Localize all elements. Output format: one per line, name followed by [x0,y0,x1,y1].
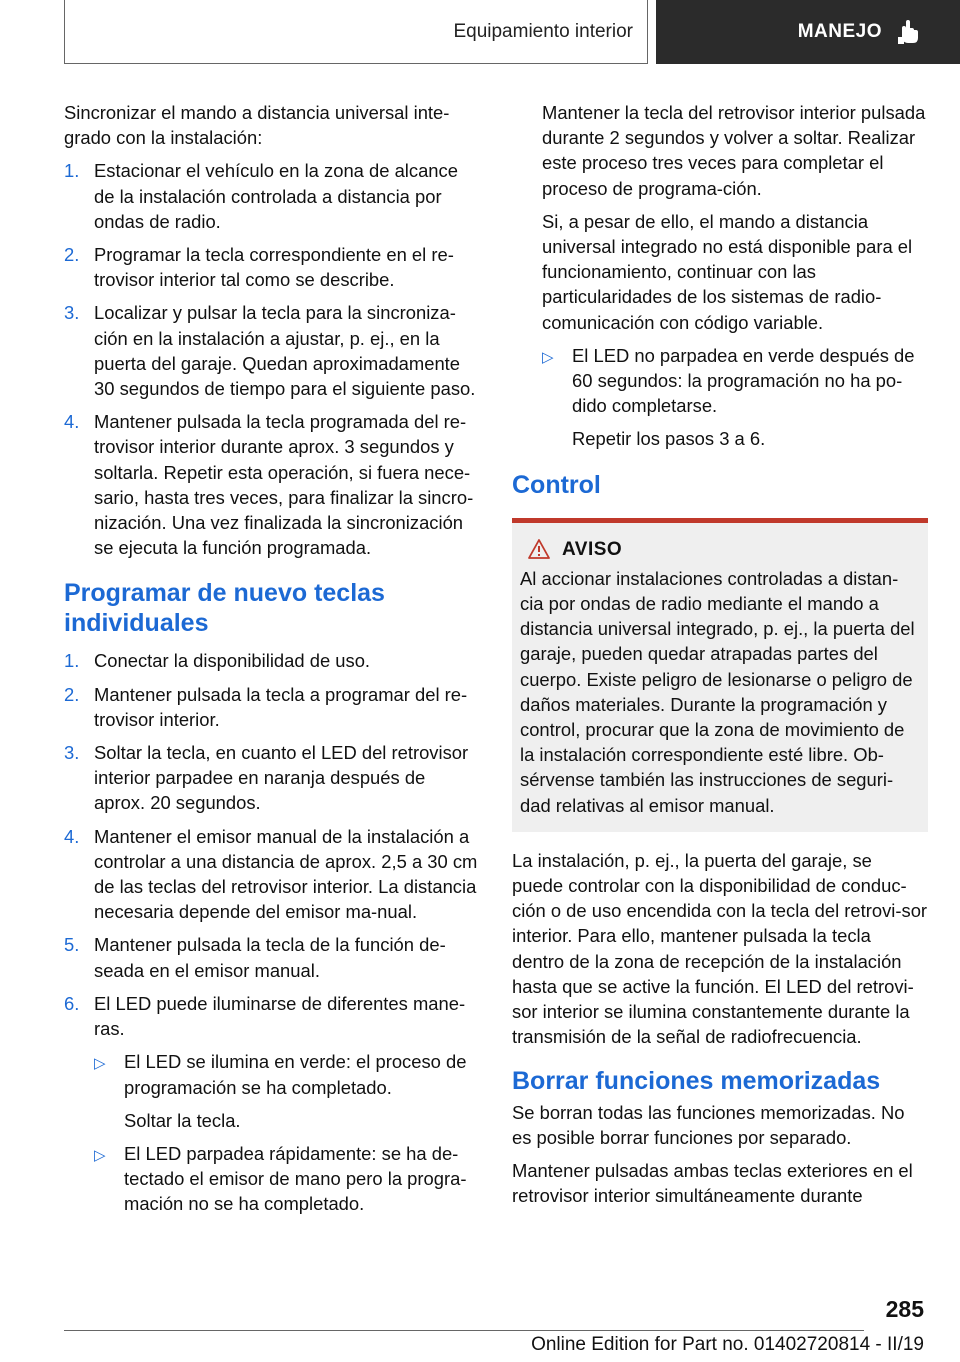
step-number: 4. [64,825,80,847]
control-text: La instalación, p. ej., la puerta del garaje, se puede controlar con la disponibilidad de conduc-ción o de uso encendida con la tecla del retrovi-sor interior. Para ello, mantener pulsada la tecla dentro de la zona de recepción de la instalación hasta que se active la función. El LED del retrovi-sor interior se ilumina constantemente durante la transmisión de la señal de radiofrecuencia. [512,849,928,1048]
left-column [64,100,478,1225]
bullet-text: El LED no parpadea en verde después de 60 segundos: la programación no ha po-dido completarse. [572,344,915,417]
list-item [64,824,478,925]
header-chapter-tab [656,0,960,64]
step-number: 1. [64,160,80,182]
borrar-text-2: Mantener pulsadas ambas teclas exteriores en el retrovisor interior simultáneamente durante [512,1159,913,1207]
list-item [64,991,478,1217]
list-item [64,740,478,816]
heading-borrar: Borrar funciones memorizadas [512,1066,881,1095]
step-text: Soltar la tecla, en cuanto el LED del retrovisor interior parpadee en naranja después de aprox. 20 segundos. [94,742,469,814]
footer-divider [64,1330,864,1331]
right-column [512,100,928,1216]
page-number: 285 [885,1296,924,1322]
warning-text: Al accionar instalaciones controladas a distan-cia por ondas de radio mediante el mando a distancia universal integrado, p. ej., la puerta del garaje, pueden quedar atrapadas partes del cuerpo. Existe peligro de lesionarse o peligro de daños materiales. Durante la programación y control, procurar que la zona de movimiento de la instalación correspondiente esté libre. Ob-sérvense también las instrucciones de seguri-dad relativas al emisor manual. [520,567,915,816]
bullet-followup: Soltar la tecla. [124,1109,241,1131]
led-bullets-cont [542,343,928,452]
list-item [64,682,478,732]
warning-title: AVISO [562,538,623,560]
step-text: Mantener el emisor manual de la instalación a controlar a una distancia de aprox. 2,5 a 30 cm de las teclas del retrovisor interior. La distancia necesaria depende del emisor ma-nual. [94,825,478,923]
step-text: Mantener pulsada la tecla de la función de-seada en el emisor manual. [94,934,446,981]
footer-edition: Online Edition for Part no. 01402720814 - II/19 [531,1334,924,1355]
triangle-bullet-icon: ▷ [542,348,554,366]
triangle-bullet-icon: ▷ [94,1055,106,1073]
list-item [64,300,478,401]
step-number: 4. [64,411,80,433]
step-number: 3. [64,742,80,764]
warning-triangle-icon [528,539,550,559]
reprogram-steps-list [64,648,478,1216]
borrar-text-1: Se borran todas las funciones memorizadas. No es posible borrar funciones por separado. [512,1101,905,1148]
step-number: 6. [64,992,80,1014]
continued-text-1: Mantener la tecla del retrovisor interior pulsada durante 2 segundos y volver a soltar. Realizar este proceso tres veces para completar el proceso de programa-ción. [542,102,926,199]
led-bullets [94,1049,478,1216]
list-item [64,158,478,234]
bullet-followup: Repetir los pasos 3 a 6. [572,428,766,450]
bullet-text: El LED se ilumina en verde: el proceso de programación se ha completado. [124,1051,467,1098]
bullet-text: El LED parpadea rápidamente: se ha de-tectado el emisor de mano pero la progra-mación no se ha completado. [124,1142,467,1215]
step-number: 2. [64,683,80,705]
list-item [94,1049,478,1133]
warning-header [520,537,920,562]
step-number: 1. [64,650,80,672]
step-text: Estacionar el vehículo en la zona de alcance de la instalación controlada a distancia por ondas de radio. [94,160,458,232]
list-item [94,1141,478,1217]
step-text: Programar la tecla correspondiente en el re-trovisor interior tal como se describe. [94,244,454,291]
intro-text: Sincronizar el mando a distancia universal inte-grado con la instalación: [64,102,450,149]
warning-box [512,518,928,832]
header-chapter-title: MANEJO [797,21,882,42]
step-number: 3. [64,302,80,324]
list-item [64,932,478,982]
list-item [542,343,928,452]
heading-control: Control [512,470,601,499]
step-text: Localizar y pulsar la tecla para la sincroniza-ción en la instalación a ajustar, p. ej., en la puerta del garaje. Quedan aproximadamente 30 segundos de tiempo para el siguiente paso. [94,302,476,400]
car-hand-icon [896,19,922,45]
step-text: Mantener pulsada la tecla a programar del re-trovisor interior. [94,683,468,730]
continued-block [512,100,928,452]
list-item [64,648,478,673]
sync-steps-list [64,158,478,560]
header-section-title: Equipamiento interior [453,20,633,42]
heading-reprogram: Programar de nuevo teclas individuales [64,579,385,638]
step-text: Conectar la disponibilidad de uso. [94,650,371,672]
step-number: 2. [64,244,80,266]
list-item [64,409,478,560]
triangle-bullet-icon: ▷ [94,1146,106,1164]
step-text: El LED puede iluminarse de diferentes mane-ras. [94,992,466,1040]
continued-text-2: Si, a pesar de ello, el mando a distancia universal integrado no está disponible para el funcionamiento, continuar con las particularidades de los sistemas de radio-comunicación con código variable. [542,210,913,333]
header-section-tab [64,0,648,64]
step-text: Mantener pulsada la tecla programada del re-trovisor interior durante aprox. 3 segundos y soltarla. Repetir esta operación, si fuera nece-sario, hasta tres veces, para finalizar la sincro-nización. Una vez finalizada la sincronización se ejecuta la función programada. [94,411,474,559]
step-number: 5. [64,934,80,956]
list-item [64,242,478,292]
